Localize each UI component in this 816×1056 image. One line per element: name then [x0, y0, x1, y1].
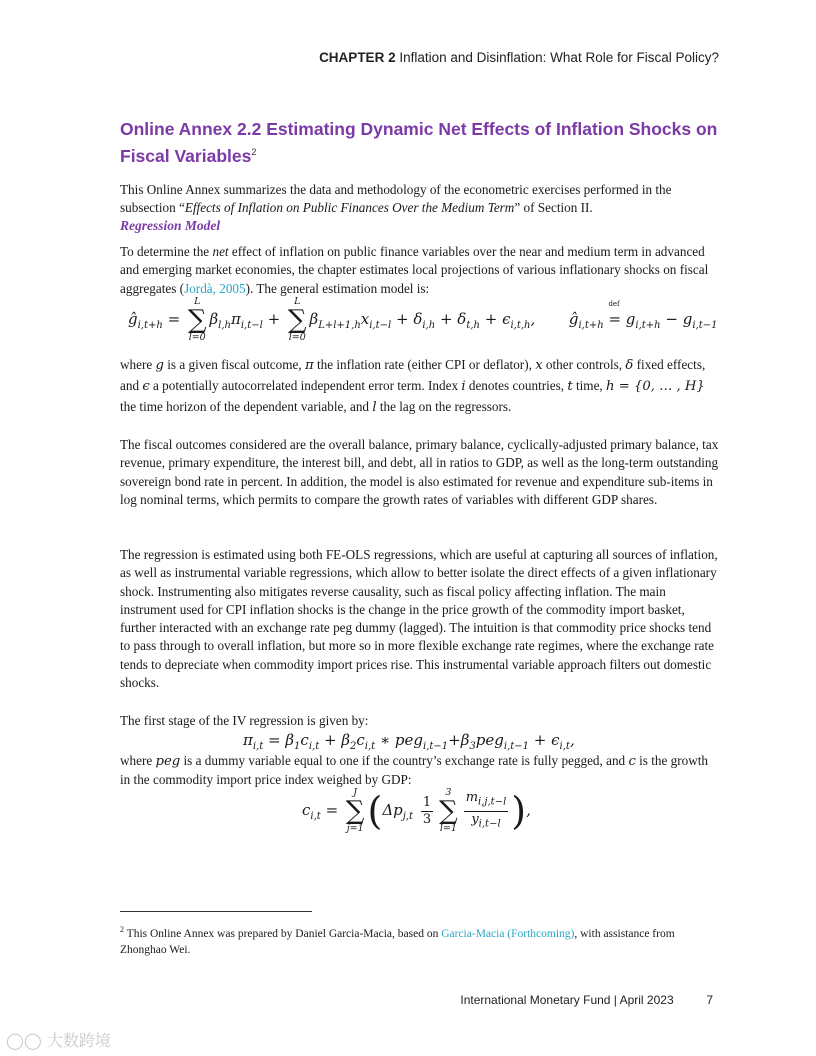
net-emphasis: net — [212, 244, 229, 259]
intro-paragraph — [120, 181, 720, 218]
garcia-macia-citation-link[interactable]: Garcia-Macia (Forthcoming) — [441, 927, 575, 940]
annex-title — [120, 118, 730, 168]
chapter-title: Inflation and Disinflation: What Role for Fiscal Policy? — [399, 50, 719, 65]
iv-intro: The first stage of the IV regression is given by: — [120, 713, 369, 728]
footnote-reference[interactable]: 2 — [251, 147, 257, 157]
model-text: To determine the — [120, 244, 213, 259]
footnote — [120, 922, 720, 958]
running-header — [319, 50, 719, 65]
footnote-divider — [120, 911, 312, 912]
estimation-equation: $ĝ_{i,t+h}$ = L ∑ l=0 $\beta_{l,h}\pi_{i,t-l}$ + L ∑ l=0 $\beta_{L+l+1,h}x_{i,t-l} + \delta_{i,h} + \delta_{t,h} + \epsilon_{i,t,h}$, $ĝ_{i,t+h}$ = def $g_{i,t+h} - g_{i,t-1}$ — [128, 296, 718, 343]
annex-title-text: Online Annex 2.2 Estimating Dynamic Net Effects of Inflation Shocks on Fiscal Variables — [120, 119, 718, 166]
page-number: 7 — [706, 993, 713, 1007]
footer-source: International Monetary Fund | April 2023 — [460, 993, 674, 1007]
def-label: def — [608, 300, 620, 308]
first-stage-equation: $\pi_{i,t} = \beta_1c_{i,t} + \beta_2c_{i,t}$ ∗ $peg_{i,t-1}+\beta_3peg_{i,t-1} + \epsilon_{i,t}$, — [243, 731, 575, 752]
model-paragraph — [120, 243, 720, 298]
footnote-mark: 2 — [120, 925, 124, 934]
sum-symbol: 3 ∑ l=1 — [439, 787, 458, 834]
intro-text: This Online Annex summarizes the data and methodology of the econometric exercises performed in the subsection “ — [120, 182, 672, 216]
one-third-fraction: $\frac{1}{3}$ — [422, 794, 432, 827]
commodity-index-equation: $c_{i,t}$ = J ∑ j=1 ($\Delta p_{j,t}$ $\frac{1}{3}$ 3 ∑ l=1 $\frac{m_{i,j,t-l}}{y_{i,t-l}}$ ), — [302, 787, 531, 834]
sum-symbol: L ∑ l=0 — [287, 296, 307, 343]
regression-model-heading: Regression Model — [120, 218, 221, 233]
watermark-logo-icon: ◯◯ — [6, 1031, 42, 1050]
g-hat: ĝ — [128, 310, 138, 328]
variables-paragraph: where g is a given fiscal outcome, π the inflation rate (either CPI or deflator), x other controls, δ fixed effects, and ϵ a potentially autocorrelated independent error term. Index i denotes countries, t time, h = {0, … , H} the time horizon of the dependent variable, and l the lag on the regressors. — [120, 357, 706, 415]
import-share-fraction: $\frac{m_{i,j,t-l}}{y_{i,t-l}}$ — [465, 789, 507, 830]
jorda-citation-link[interactable]: Jordà, 2005 — [184, 280, 246, 296]
chapter-label: CHAPTER 2 — [319, 50, 396, 65]
model-text-mid: effect of inflation on public finance variables over the near and medium term in advanced and emerging market economies, the chapter estimates local projections of various inflationary shocks on fiscal aggregates ( — [120, 244, 709, 296]
page-footer — [460, 993, 713, 1007]
peg-paragraph: where peg is a dummy variable equal to one if the country’s exchange rate is fully pegged, and c is the growth in the commodity import price index weighed by GDP: — [120, 753, 709, 788]
footnote-text-end: , with assistance from Zhonghao Wei. — [120, 927, 675, 956]
footnote-text: This Online Annex was prepared by Daniel Garcia-Macia, based on — [124, 927, 442, 940]
watermark-text: 大数跨境 — [46, 1031, 111, 1050]
regression-paragraph: The regression is estimated using both FE-OLS regressions, which are useful at capturing all sources of inflation, as well as instrumental variable regressions, which allow to better isolate the direct effects of a given inflationary shock. Instrumenting also mitigates reverse causality, such as fiscal policy affecting inflation. The main instrument used for CPI inflation shocks is the change in the price growth of the commodity import basket, further interacted with an exchange rate peg dummy (lagged). The intuition is that commodity price shocks tend to pass through to overall inflation, but more so in more flexible exchange rate regimes, where the exchange rate tends to depreciate when commodity import prices rise. This instrumental variable approach filters out domestic shocks. — [120, 547, 718, 691]
sum-symbol: J ∑ j=1 — [345, 787, 365, 834]
intro-text-end: ” of Section II. — [514, 200, 593, 216]
sum-symbol: L ∑ l=0 — [187, 296, 207, 343]
model-text-end: ). The general estimation model is: — [245, 280, 430, 296]
subsection-title: Effects of Inflation on Public Finances Over the Medium Term — [184, 200, 515, 216]
fiscal-outcomes-paragraph: The fiscal outcomes considered are the overall balance, primary balance, cyclically-adjusted primary balance, tax revenue, primary expenditure, the interest bill, and debt, all in ratios to GDP, as well as the long-term outstanding sovereign bond rate in percent. In addition, the model is also estimated for revenue and expenditure sub-items in log nominal terms, which permits to compare the growth rates of variables with different GDP shares. — [120, 437, 719, 507]
watermark — [6, 1028, 111, 1051]
